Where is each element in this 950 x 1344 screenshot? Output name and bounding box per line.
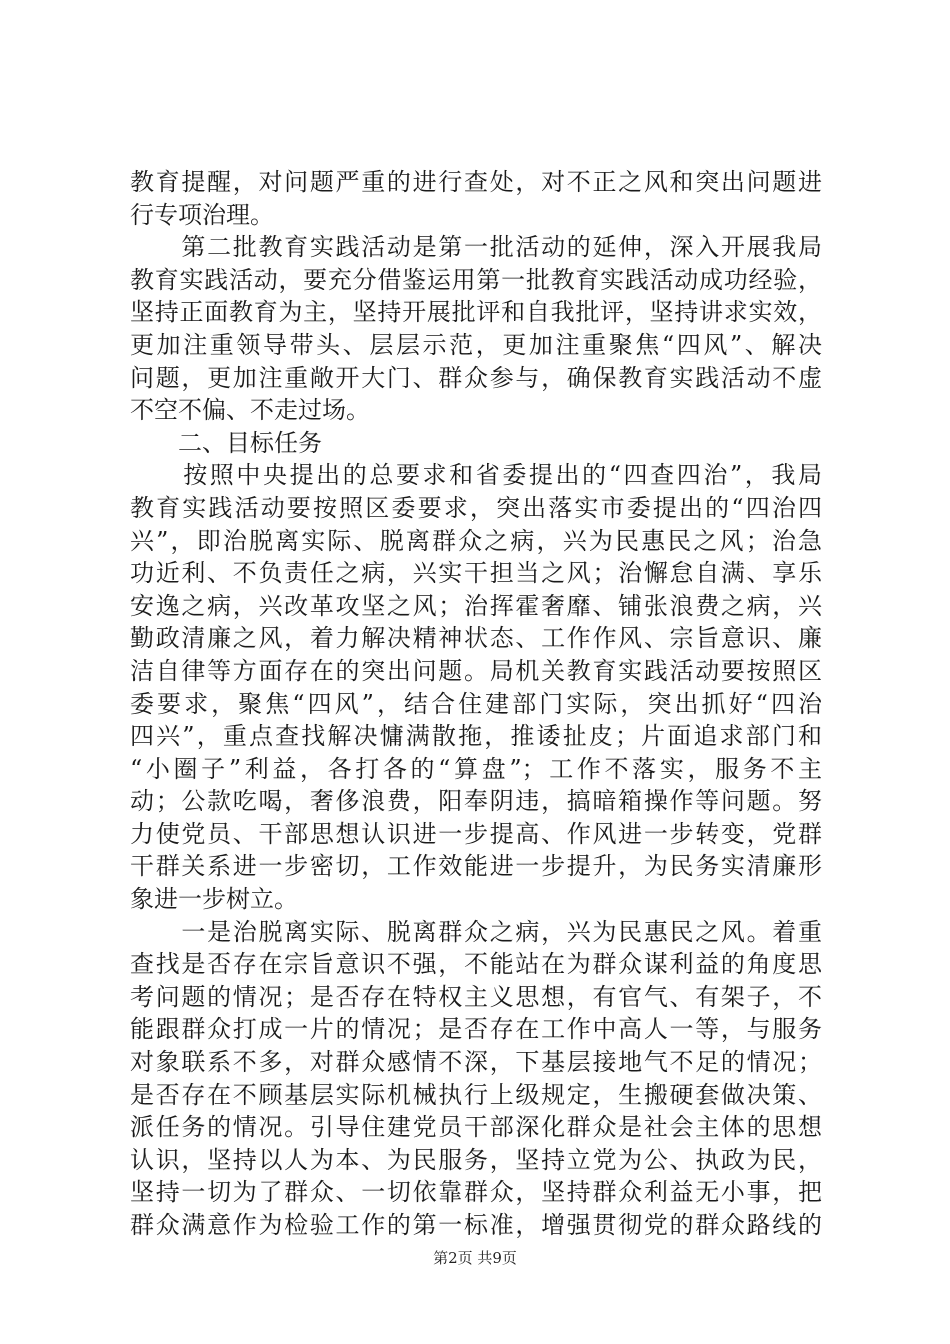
text-line: 干群关系进一步密切，工作效能进一步提升，为民务实清廉形: [130, 852, 822, 881]
text-line: 一是治脱离实际、脱离群众之病，兴为民惠民之风。着重: [130, 917, 822, 946]
text-line: 教育实践活动要按照区委要求，突出落实市委提出的“四治四: [130, 493, 822, 522]
text-line: 是否存在不顾基层实际机械执行上级规定，生搬硬套做决策、: [130, 1080, 822, 1109]
text-line: 委要求，聚焦“四风”，结合住建部门实际，突出抓好“四治: [130, 689, 822, 718]
text-line: 对象联系不多，对群众感情不深，下基层接地气不足的情况；: [130, 1048, 822, 1077]
text-line: 坚持一切为了群众、一切依靠群众，坚持群众利益无小事，把: [130, 1178, 822, 1207]
text-line: 群众满意作为检验工作的第一标准，增强贯彻党的群众路线的: [130, 1211, 822, 1239]
text-line: 不空不偏、不走过场。: [130, 396, 370, 425]
text-line: 动；公款吃喝，奢侈浪费，阳奉阴违，搞暗箱操作等问题。努: [130, 787, 822, 816]
text-line: 兴”，即治脱离实际、脱离群众之病，兴为民惠民之风；治急: [130, 526, 822, 555]
text-line: 认识，坚持以人为本、为民服务，坚持立党为公、执政为民，: [130, 1145, 822, 1174]
text-line: 功近利、不负责任之病，兴实干担当之风；治懈怠自满、享乐: [130, 559, 822, 588]
text-line: 二、目标任务: [130, 428, 322, 457]
text-line: 四兴”，重点查找解决慵满散拖，推诿扯皮；片面追求部门和: [130, 722, 822, 751]
text-line: 按照中央提出的总要求和省委提出的“四查四治”，我局: [130, 461, 822, 490]
text-line: 行专项治理。: [130, 200, 274, 229]
text-line: 勤政清廉之风，着力解决精神状态、工作作风、宗旨意识、廉: [130, 624, 822, 653]
document-body: [130, 166, 822, 1242]
text-line: 派任务的情况。引导住建党员干部深化群众是社会主体的思想: [130, 1113, 822, 1142]
text-line: 教育提醒，对问题严重的进行查处，对不正之风和突出问题进: [130, 168, 822, 196]
text-line: 力使党员、干部思想认识进一步提高、作风进一步转变，党群: [130, 819, 822, 848]
text-line: 坚持正面教育为主，坚持开展批评和自我批评，坚持讲求实效，: [130, 298, 822, 327]
text-line: 问题，更加注重敞开大门、群众参与，确保教育实践活动不虚: [130, 363, 822, 392]
text-line: 洁自律等方面存在的突出问题。局机关教育实践活动要按照区: [130, 656, 822, 685]
text-line: “小圈子”利益，各打各的“算盘”；工作不落实，服务不主: [130, 754, 822, 783]
text-line: 第二批教育实践活动是第一批活动的延伸，深入开展我局: [130, 233, 822, 262]
page-footer: 第2页 共9页: [433, 1249, 517, 1267]
text-line: 安逸之病，兴改革攻坚之风；治挥霍奢靡、铺张浪费之病，兴: [130, 591, 822, 620]
text-line: 考问题的情况；是否存在特权主义思想，有官气、有架子，不: [130, 982, 822, 1011]
text-line: 能跟群众打成一片的情况；是否存在工作中高人一等，与服务: [130, 1015, 822, 1044]
text-line: 教育实践活动，要充分借鉴运用第一批教育实践活动成功经验，: [130, 265, 822, 294]
text-line: 更加注重领导带头、层层示范，更加注重聚焦“四风”、解决: [130, 330, 822, 359]
text-line: 查找是否存在宗旨意识不强，不能站在为群众谋利益的角度思: [130, 950, 822, 979]
text-line: 象进一步树立。: [130, 885, 298, 914]
